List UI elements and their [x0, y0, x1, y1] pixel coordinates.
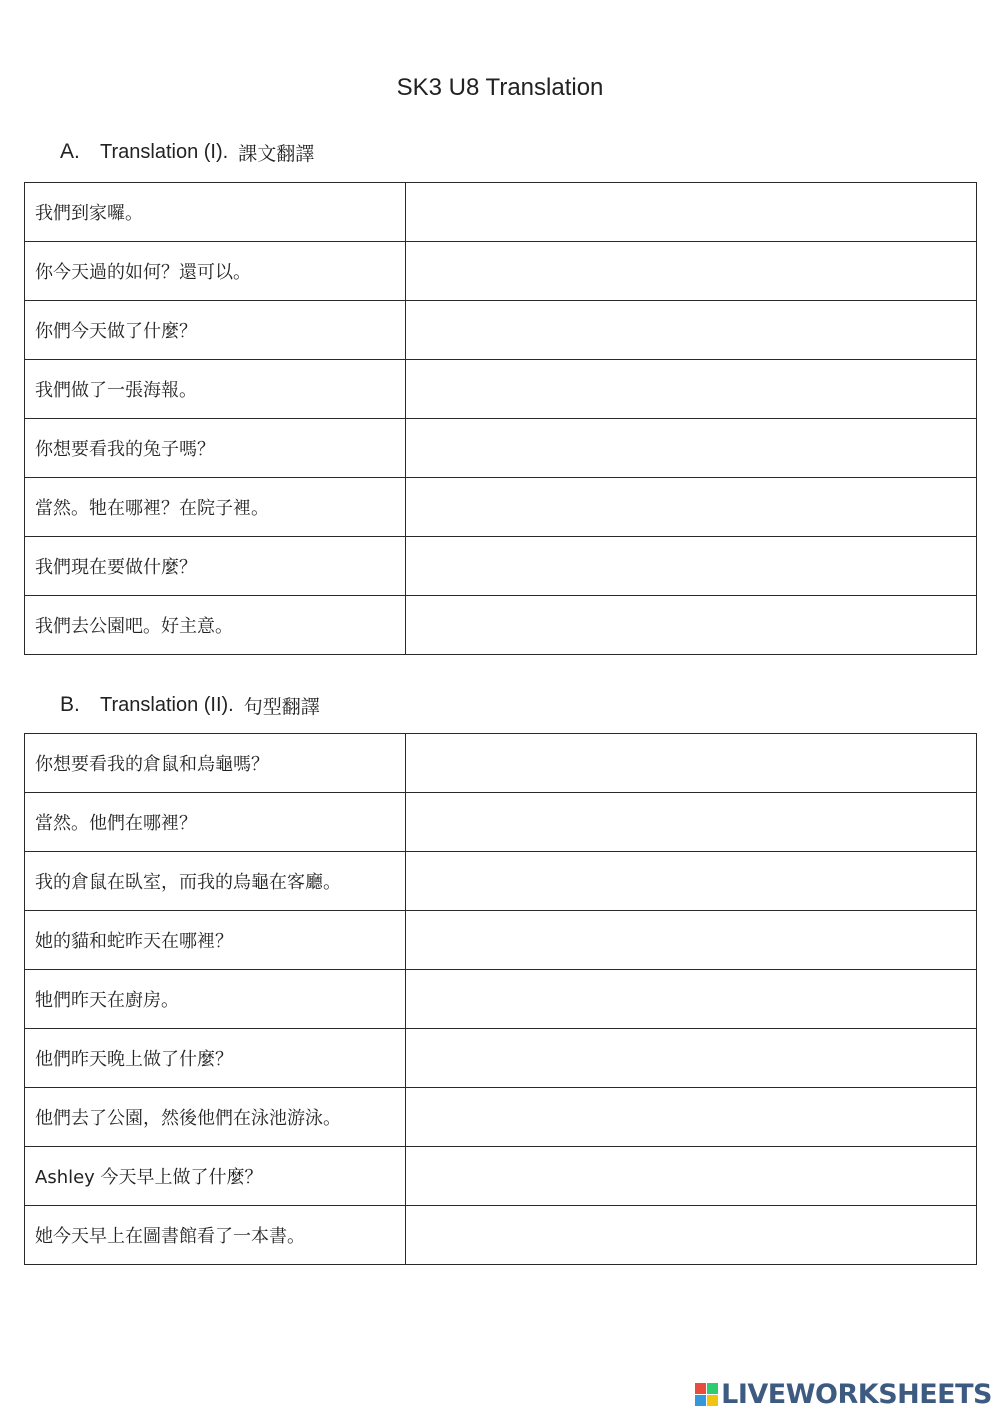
table-row [25, 852, 977, 911]
translation-answer-input[interactable] [406, 911, 976, 969]
section-a-label: Translation (I). [100, 140, 229, 163]
table-row [25, 301, 977, 360]
table-row [25, 1147, 977, 1206]
table-row [25, 242, 977, 301]
translation-answer-input[interactable] [406, 1029, 976, 1087]
translation-answer-input[interactable] [406, 852, 976, 910]
table-row [25, 970, 977, 1029]
answer-cell[interactable] [406, 537, 977, 596]
answer-cell[interactable] [406, 734, 977, 793]
chinese-prompt: 你今天過的如何？還可以。 [25, 242, 406, 301]
chinese-prompt: 當然。牠在哪裡？在院子裡。 [25, 478, 406, 537]
answer-cell[interactable] [406, 419, 977, 478]
chinese-prompt: 你想要看我的兔子嗎？ [25, 419, 406, 478]
translation-answer-input[interactable] [406, 419, 976, 477]
translation-answer-input[interactable] [406, 1206, 976, 1264]
answer-cell[interactable] [406, 852, 977, 911]
table-row [25, 1029, 977, 1088]
translation-answer-input[interactable] [406, 478, 976, 536]
translation-table-b [24, 733, 977, 1265]
table-row [25, 478, 977, 537]
translation-answer-input[interactable] [406, 242, 976, 300]
table-row [25, 793, 977, 852]
answer-cell[interactable] [406, 1088, 977, 1147]
chinese-prompt: 你們今天做了什麼？ [25, 301, 406, 360]
section-a-label-zh: 課文翻譯 [238, 142, 315, 165]
answer-cell[interactable] [406, 1029, 977, 1088]
section-a-letter: A. [60, 140, 80, 163]
chinese-prompt: 他們去了公園，然後他們在泳池游泳。 [25, 1088, 406, 1147]
chinese-prompt: 我們去公園吧。好主意。 [25, 596, 406, 655]
table-row [25, 1206, 977, 1265]
section-b-label-zh: 句型翻譯 [243, 695, 320, 718]
answer-cell[interactable] [406, 301, 977, 360]
translation-answer-input[interactable] [406, 970, 976, 1028]
section-b-label: Translation (II). [100, 693, 234, 716]
table-row [25, 537, 977, 596]
section-b-heading [60, 690, 320, 720]
chinese-prompt: 當然。他們在哪裡？ [25, 793, 406, 852]
translation-answer-input[interactable] [406, 793, 976, 851]
chinese-prompt: 我們現在要做什麼？ [25, 537, 406, 596]
page-title: SK3 U8 Translation [396, 74, 604, 101]
answer-cell[interactable] [406, 1147, 977, 1206]
chinese-prompt: 她今天早上在圖書館看了一本書。 [25, 1206, 406, 1265]
chinese-prompt: 我們到家囉。 [25, 183, 406, 242]
translation-answer-input[interactable] [406, 1147, 976, 1205]
answer-cell[interactable] [406, 596, 977, 655]
liveworksheets-logo [695, 1379, 992, 1409]
liveworksheets-logo-mark-icon [695, 1383, 718, 1406]
translation-answer-input[interactable] [406, 360, 976, 418]
answer-cell[interactable] [406, 183, 977, 242]
chinese-prompt: 她的貓和蛇昨天在哪裡？ [25, 911, 406, 970]
answer-cell[interactable] [406, 1206, 977, 1265]
translation-answer-input[interactable] [406, 1088, 976, 1146]
chinese-prompt: 你想要看我的倉鼠和烏龜嗎？ [25, 734, 406, 793]
answer-cell[interactable] [406, 911, 977, 970]
chinese-prompt: 他們昨天晚上做了什麼？ [25, 1029, 406, 1088]
translation-table-a [24, 182, 977, 655]
table-row [25, 360, 977, 419]
answer-cell[interactable] [406, 360, 977, 419]
table-row [25, 596, 977, 655]
section-b-letter: B. [60, 693, 80, 716]
chinese-prompt: 我的倉鼠在臥室，而我的烏龜在客廳。 [25, 852, 406, 911]
table-row [25, 183, 977, 242]
chinese-prompt: Ashley 今天早上做了什麼？ [25, 1147, 406, 1206]
translation-answer-input[interactable] [406, 596, 976, 654]
answer-cell[interactable] [406, 242, 977, 301]
translation-answer-input[interactable] [406, 301, 976, 359]
chinese-prompt: 牠們昨天在廚房。 [25, 970, 406, 1029]
answer-cell[interactable] [406, 970, 977, 1029]
table-row [25, 734, 977, 793]
section-a-heading [60, 137, 314, 167]
table-row [25, 911, 977, 970]
translation-answer-input[interactable] [406, 183, 976, 241]
table-row [25, 1088, 977, 1147]
translation-answer-input[interactable] [406, 734, 976, 792]
answer-cell[interactable] [406, 478, 977, 537]
translation-answer-input[interactable] [406, 537, 976, 595]
logo-text: LIVEWORKSHEETS [721, 1378, 992, 1410]
chinese-prompt: 我們做了一張海報。 [25, 360, 406, 419]
answer-cell[interactable] [406, 793, 977, 852]
table-row [25, 419, 977, 478]
